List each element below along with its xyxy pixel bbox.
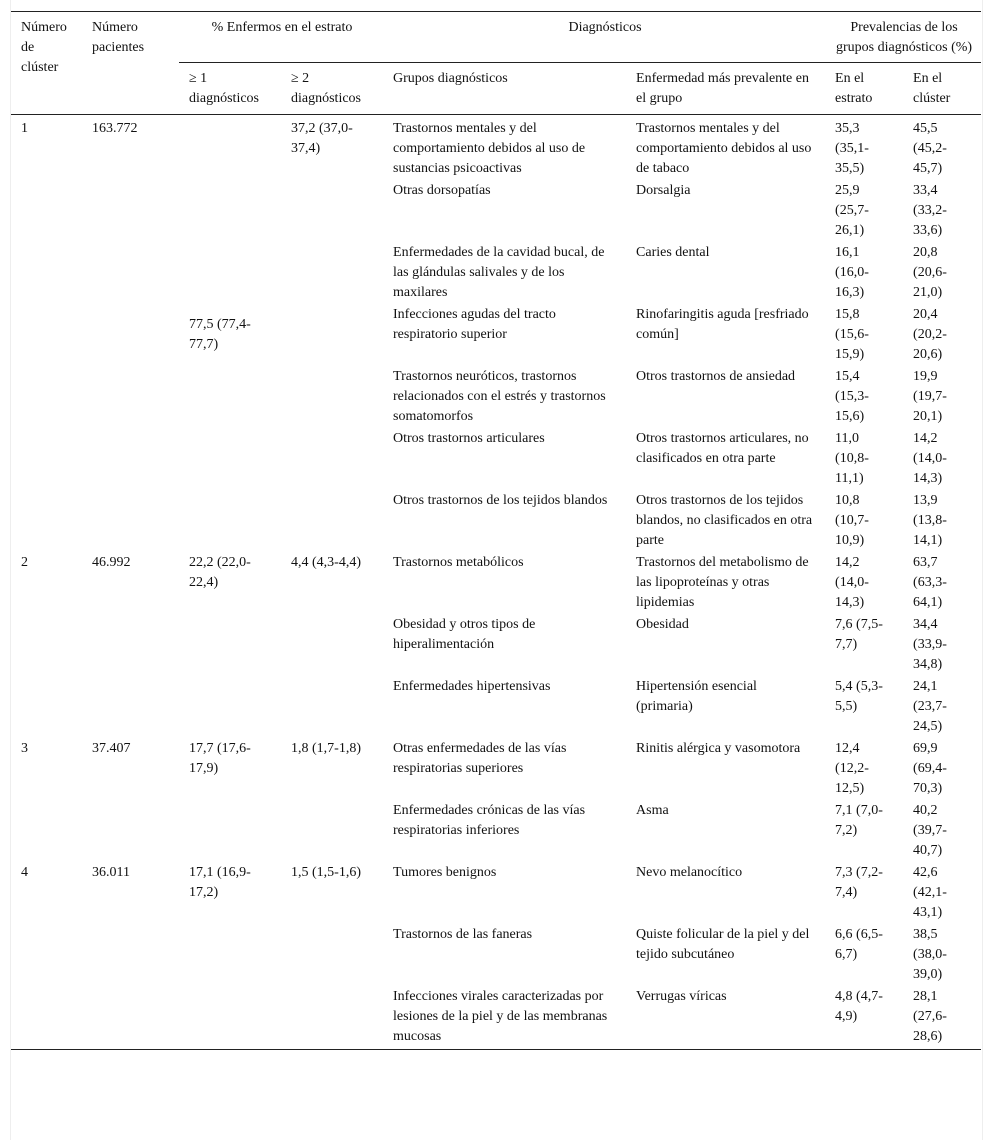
cluster-ge1: 77,5 (77,4-77,7) — [189, 317, 251, 352]
prevalent-disease: Otros trastornos de ansiedad — [636, 369, 796, 384]
prevalence-cluster: 33,4 (33,2-33,6) — [913, 183, 947, 238]
diagnostic-group: Enfermedades de la cavidad bucal, de las glándulas salivales y de los maxilares — [393, 245, 605, 300]
prevalence-stratum: 6,6 (6,5-6,7) — [835, 927, 883, 962]
header-pct-enfermos: % Enfermos en el estrato — [179, 12, 383, 63]
header-diagnosticos: Diagnósticos — [383, 12, 825, 63]
cluster-patients: 163.772 — [92, 121, 138, 136]
diagnostic-group: Infecciones virales caracterizadas por lesiones de la piel y de las membranas mucosas — [383, 985, 626, 1050]
prevalent-disease: Verrugas víricas — [626, 985, 825, 1050]
prevalence-cluster: 38,5 (38,0-39,0) — [913, 927, 947, 982]
cluster-ge1: 17,1 (16,9-17,2) — [179, 861, 281, 1050]
prevalence-stratum: 25,9 (25,7-26,1) — [835, 183, 869, 238]
table-row — [11, 115, 981, 180]
diagnostic-group: Enfermedades hipertensivas — [393, 679, 551, 694]
prevalent-disease: Rinofaringitis aguda [resfriado común] — [636, 307, 809, 342]
header-en-estrato: En el estrato — [825, 63, 903, 115]
prevalence-cluster: 40,2 (39,7-40,7) — [913, 803, 947, 858]
cluster-ge2: 4,4 (4,3-4,4) — [291, 555, 361, 570]
prevalent-disease: Hipertensión esencial (primaria) — [636, 679, 757, 714]
clusters-table — [11, 11, 981, 1050]
prevalence-stratum: 4,8 (4,7-4,9) — [825, 985, 903, 1050]
diagnostic-group: Trastornos neuróticos, trastornos relacionados con el estrés y trastornos somatomorfos — [393, 369, 606, 424]
prevalence-stratum: 7,3 (7,2-7,4) — [835, 865, 883, 900]
cluster-patients: 37.407 — [92, 741, 131, 756]
diagnostic-group: Obesidad y otros tipos de hiperalimentación — [393, 617, 536, 652]
cluster-number: 1 — [21, 121, 28, 136]
prevalence-stratum: 12,4 (12,2-12,5) — [835, 741, 869, 796]
diagnostic-group: Otras enfermedades de las vías respiratorias superiores — [393, 741, 567, 776]
prevalence-stratum: 16,1 (16,0-16,3) — [835, 245, 869, 300]
prevalence-cluster: 28,1 (27,6-28,6) — [903, 985, 981, 1050]
cluster-patients: 36.011 — [82, 861, 179, 1050]
diagnostic-group: Otros trastornos de los tejidos blandos — [393, 493, 608, 508]
prevalent-disease: Obesidad — [636, 617, 689, 632]
prevalence-cluster: 20,8 (20,6-21,0) — [913, 245, 947, 300]
table-header — [11, 12, 981, 115]
prevalence-cluster: 63,7 (63,3-64,1) — [913, 555, 947, 610]
prevalent-disease: Trastornos mentales y del comportamiento debidos al uso de tabaco — [636, 121, 812, 176]
prevalent-disease: Rinitis alérgica y vasomotora — [636, 741, 801, 756]
header-enfermedad: Enfermedad más prevalente en el grupo — [626, 63, 825, 115]
cluster-ge2: 1,5 (1,5-1,6) — [281, 861, 383, 1050]
header-numero-cluster: Número de clúster — [11, 12, 82, 115]
prevalent-disease: Nevo melanocítico — [636, 865, 743, 880]
table-row — [11, 737, 981, 799]
prevalence-cluster: 20,4 (20,2-20,6) — [913, 307, 947, 362]
prevalent-disease: Otros trastornos de los tejidos blandos, no clasificados en otra parte — [636, 493, 813, 548]
table-row — [11, 551, 981, 613]
prevalence-stratum: 14,2 (14,0-14,3) — [835, 555, 869, 610]
header-numero-pacientes: Número pacientes — [82, 12, 179, 115]
prevalence-stratum: 5,4 (5,3-5,5) — [835, 679, 883, 714]
diagnostic-group: Trastornos mentales y del comportamiento debidos al uso de sustancias psicoactivas — [393, 121, 586, 176]
prevalence-stratum: 7,6 (7,5-7,7) — [835, 617, 883, 652]
header-grupos: Grupos diagnósticos — [383, 63, 626, 115]
prevalence-stratum: 35,3 (35,1-35,5) — [835, 121, 869, 176]
prevalence-stratum: 10,8 (10,7-10,9) — [835, 493, 869, 548]
prevalence-cluster: 34,4 (33,9-34,8) — [913, 617, 947, 672]
cluster-patients: 46.992 — [92, 555, 131, 570]
cluster-number: 2 — [21, 555, 28, 570]
table-row — [11, 861, 981, 923]
cluster-ge2: 1,8 (1,7-1,8) — [291, 741, 361, 756]
header-ge2: ≥ 2 diagnósticos — [281, 63, 383, 115]
header-en-cluster: En el clúster — [903, 63, 981, 115]
prevalent-disease: Trastornos del metabolismo de las lipoproteínas y otras lipidemias — [636, 555, 809, 610]
prevalent-disease: Caries dental — [636, 245, 710, 260]
header-prevalencias: Prevalencias de los grupos diagnósticos (%) — [825, 12, 981, 63]
cluster-ge2: 37,2 (37,0-37,4) — [291, 121, 353, 156]
diagnostic-group: Infecciones agudas del tracto respiratorio superior — [393, 307, 556, 342]
diagnostic-group: Otras dorsopatías — [393, 183, 491, 198]
prevalent-disease: Asma — [636, 803, 669, 818]
prevalence-stratum: 15,4 (15,3-15,6) — [835, 369, 869, 424]
prevalence-stratum: 11,0 (10,8-11,1) — [835, 431, 869, 486]
diagnostic-group: Trastornos de las faneras — [393, 927, 533, 942]
prevalence-cluster: 42,6 (42,1-43,1) — [913, 865, 947, 920]
prevalent-disease: Otros trastornos articulares, no clasificados en otra parte — [636, 431, 809, 466]
prevalence-cluster: 69,9 (69,4-70,3) — [913, 741, 947, 796]
table-body — [11, 115, 981, 1050]
prevalence-cluster: 45,5 (45,2-45,7) — [913, 121, 947, 176]
prevalence-stratum: 15,8 (15,6-15,9) — [835, 307, 869, 362]
prevalence-stratum: 7,1 (7,0-7,2) — [835, 803, 883, 838]
prevalent-disease: Quiste folicular de la piel y del tejido subcutáneo — [636, 927, 810, 962]
diagnostic-group: Otros trastornos articulares — [393, 431, 545, 446]
cluster-number: 3 — [21, 741, 28, 756]
prevalence-cluster: 19,9 (19,7-20,1) — [913, 369, 947, 424]
diagnostic-group: Enfermedades crónicas de las vías respiratorias inferiores — [393, 803, 586, 838]
diagnostic-group: Tumores benignos — [393, 865, 497, 880]
cluster-ge1: 22,2 (22,0-22,4) — [189, 555, 251, 590]
prevalence-cluster: 14,2 (14,0-14,3) — [913, 431, 947, 486]
prevalent-disease: Dorsalgia — [636, 183, 691, 198]
cluster-number: 4 — [11, 861, 82, 1050]
diagnostic-group: Trastornos metabólicos — [393, 555, 524, 570]
header-ge1: ≥ 1 diagnósticos — [179, 63, 281, 115]
cluster-ge1: 17,7 (17,6-17,9) — [189, 741, 251, 776]
prevalence-cluster: 13,9 (13,8-14,1) — [913, 493, 947, 548]
prevalence-cluster: 24,1 (23,7-24,5) — [913, 679, 947, 734]
